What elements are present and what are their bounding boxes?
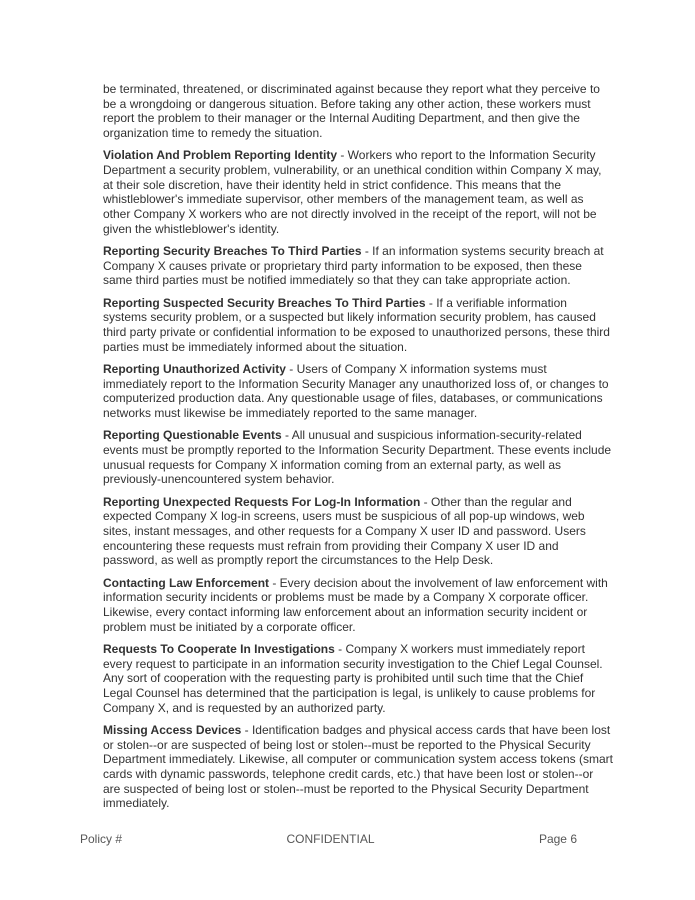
section-heading: Reporting Unexpected Requests For Log-In Information <box>103 494 421 509</box>
footer-policy-number: Policy # <box>80 832 123 846</box>
paragraph-text: - Other than the regular and expected Company X log-in screens, users must be suspicious of all pop-up windows, web sites, instant messages, and other requests for a Company X user ID and password. Users encountering these requests must refrain from providing their Company X user ID and password, as well as promptly report the circumstances to the Help Desk. <box>103 494 586 568</box>
paragraph-text: - Every decision about the involvement of law enforcement with information security incidents or problems must be made by a Company X corporate officer. Likewise, every contact informing law enforcement about an information security incident or problem must be initiated by a corporate officer. <box>103 575 608 634</box>
paragraph-text: - If a verifiable information systems security problem, or a suspected but likely information security problem, has caused third party private or confidential information to be exposed to unauthorized persons, these third parties must be immediately informed about the situation. <box>103 295 610 354</box>
document-body <box>103 82 613 819</box>
footer-page-number: Page 6 <box>538 832 577 846</box>
section-heading: Reporting Security Breaches To Third Parties <box>103 244 362 259</box>
page-footer <box>80 832 577 846</box>
policy-paragraph <box>103 362 613 421</box>
paragraph-text: - Workers who report to the Information Security Department a security problem, vulnerability, or an unethical condition within Company X may, at their sole discretion, have their identity held in strict confidence. This means that the whistleblower's immediate supervisor, other members of the management team, as well as other Company X workers who are not directly involved in the receipt of the report, will not be given the whistleblower's identity. <box>103 148 602 236</box>
section-heading: Violation And Problem Reporting Identity <box>103 148 338 163</box>
policy-paragraph <box>103 495 613 569</box>
policy-paragraph <box>103 642 613 716</box>
paragraph-text: - If an information systems security breach at Company X causes private or proprietary third party information to be exposed, then these same third parties must be notified immediately so that they can take appropriate action. <box>103 244 604 288</box>
footer-confidential-label: CONFIDENTIAL <box>286 832 375 846</box>
policy-paragraph <box>103 244 613 288</box>
paragraph-text: - All unusual and suspicious information-security-related events must be promptly reported to the Information Security Department. These events include unusual requests for Company X information coming from an external party, as well as previously-unencountered system behavior. <box>103 428 612 487</box>
section-heading: Reporting Suspected Security Breaches To Third Parties <box>103 295 426 310</box>
policy-paragraph <box>103 723 613 811</box>
paragraph-text: be terminated, threatened, or discriminated against because they report what they perceive to be a wrongdoing or dangerous situation. Before taking any other action, these workers must report the problem to their manager or the Internal Auditing Department, and then give the organization time to remedy the situation. <box>103 82 600 141</box>
paragraph-text: - Identification badges and physical access cards that have been lost or stolen--or are suspected of being lost or stolen--must be reported to the Physical Security Department immediately. Likewise, all computer or communication system access tokens (smart cards with dynamic passwords, telephone credit cards, etc.) that have been lost or stolen--or are suspected of being lost or stolen--must be reported to the Physical Security Department immediately. <box>103 722 613 811</box>
policy-paragraph <box>103 82 613 141</box>
paragraph-text: - Users of Company X information systems must immediately report to the Information Security Manager any unauthorized loss of, or changes to computerized production data. Any questionable usage of files, databases, or communications networks must likewise be immediately reported to the same manager. <box>103 361 609 421</box>
policy-paragraph <box>103 148 613 236</box>
section-heading: Reporting Questionable Events <box>103 428 282 443</box>
section-heading: Reporting Unauthorized Activity <box>103 361 286 376</box>
section-heading: Requests To Cooperate In Investigations <box>103 641 335 656</box>
policy-paragraph <box>103 428 613 487</box>
paragraph-text: - Company X workers must immediately report every request to participate in an information security investigation to the Chief Legal Counsel. Any sort of cooperation with the requesting party is prohibited until such time that the Chief Legal Counsel has determined that the participation is legal, is unlikely to cause problems for Company X, and is requested by an authorized party. <box>103 641 603 715</box>
section-heading: Contacting Law Enforcement <box>103 575 270 590</box>
policy-paragraph <box>103 296 613 355</box>
section-heading: Missing Access Devices <box>103 722 242 737</box>
policy-paragraph <box>103 576 613 635</box>
